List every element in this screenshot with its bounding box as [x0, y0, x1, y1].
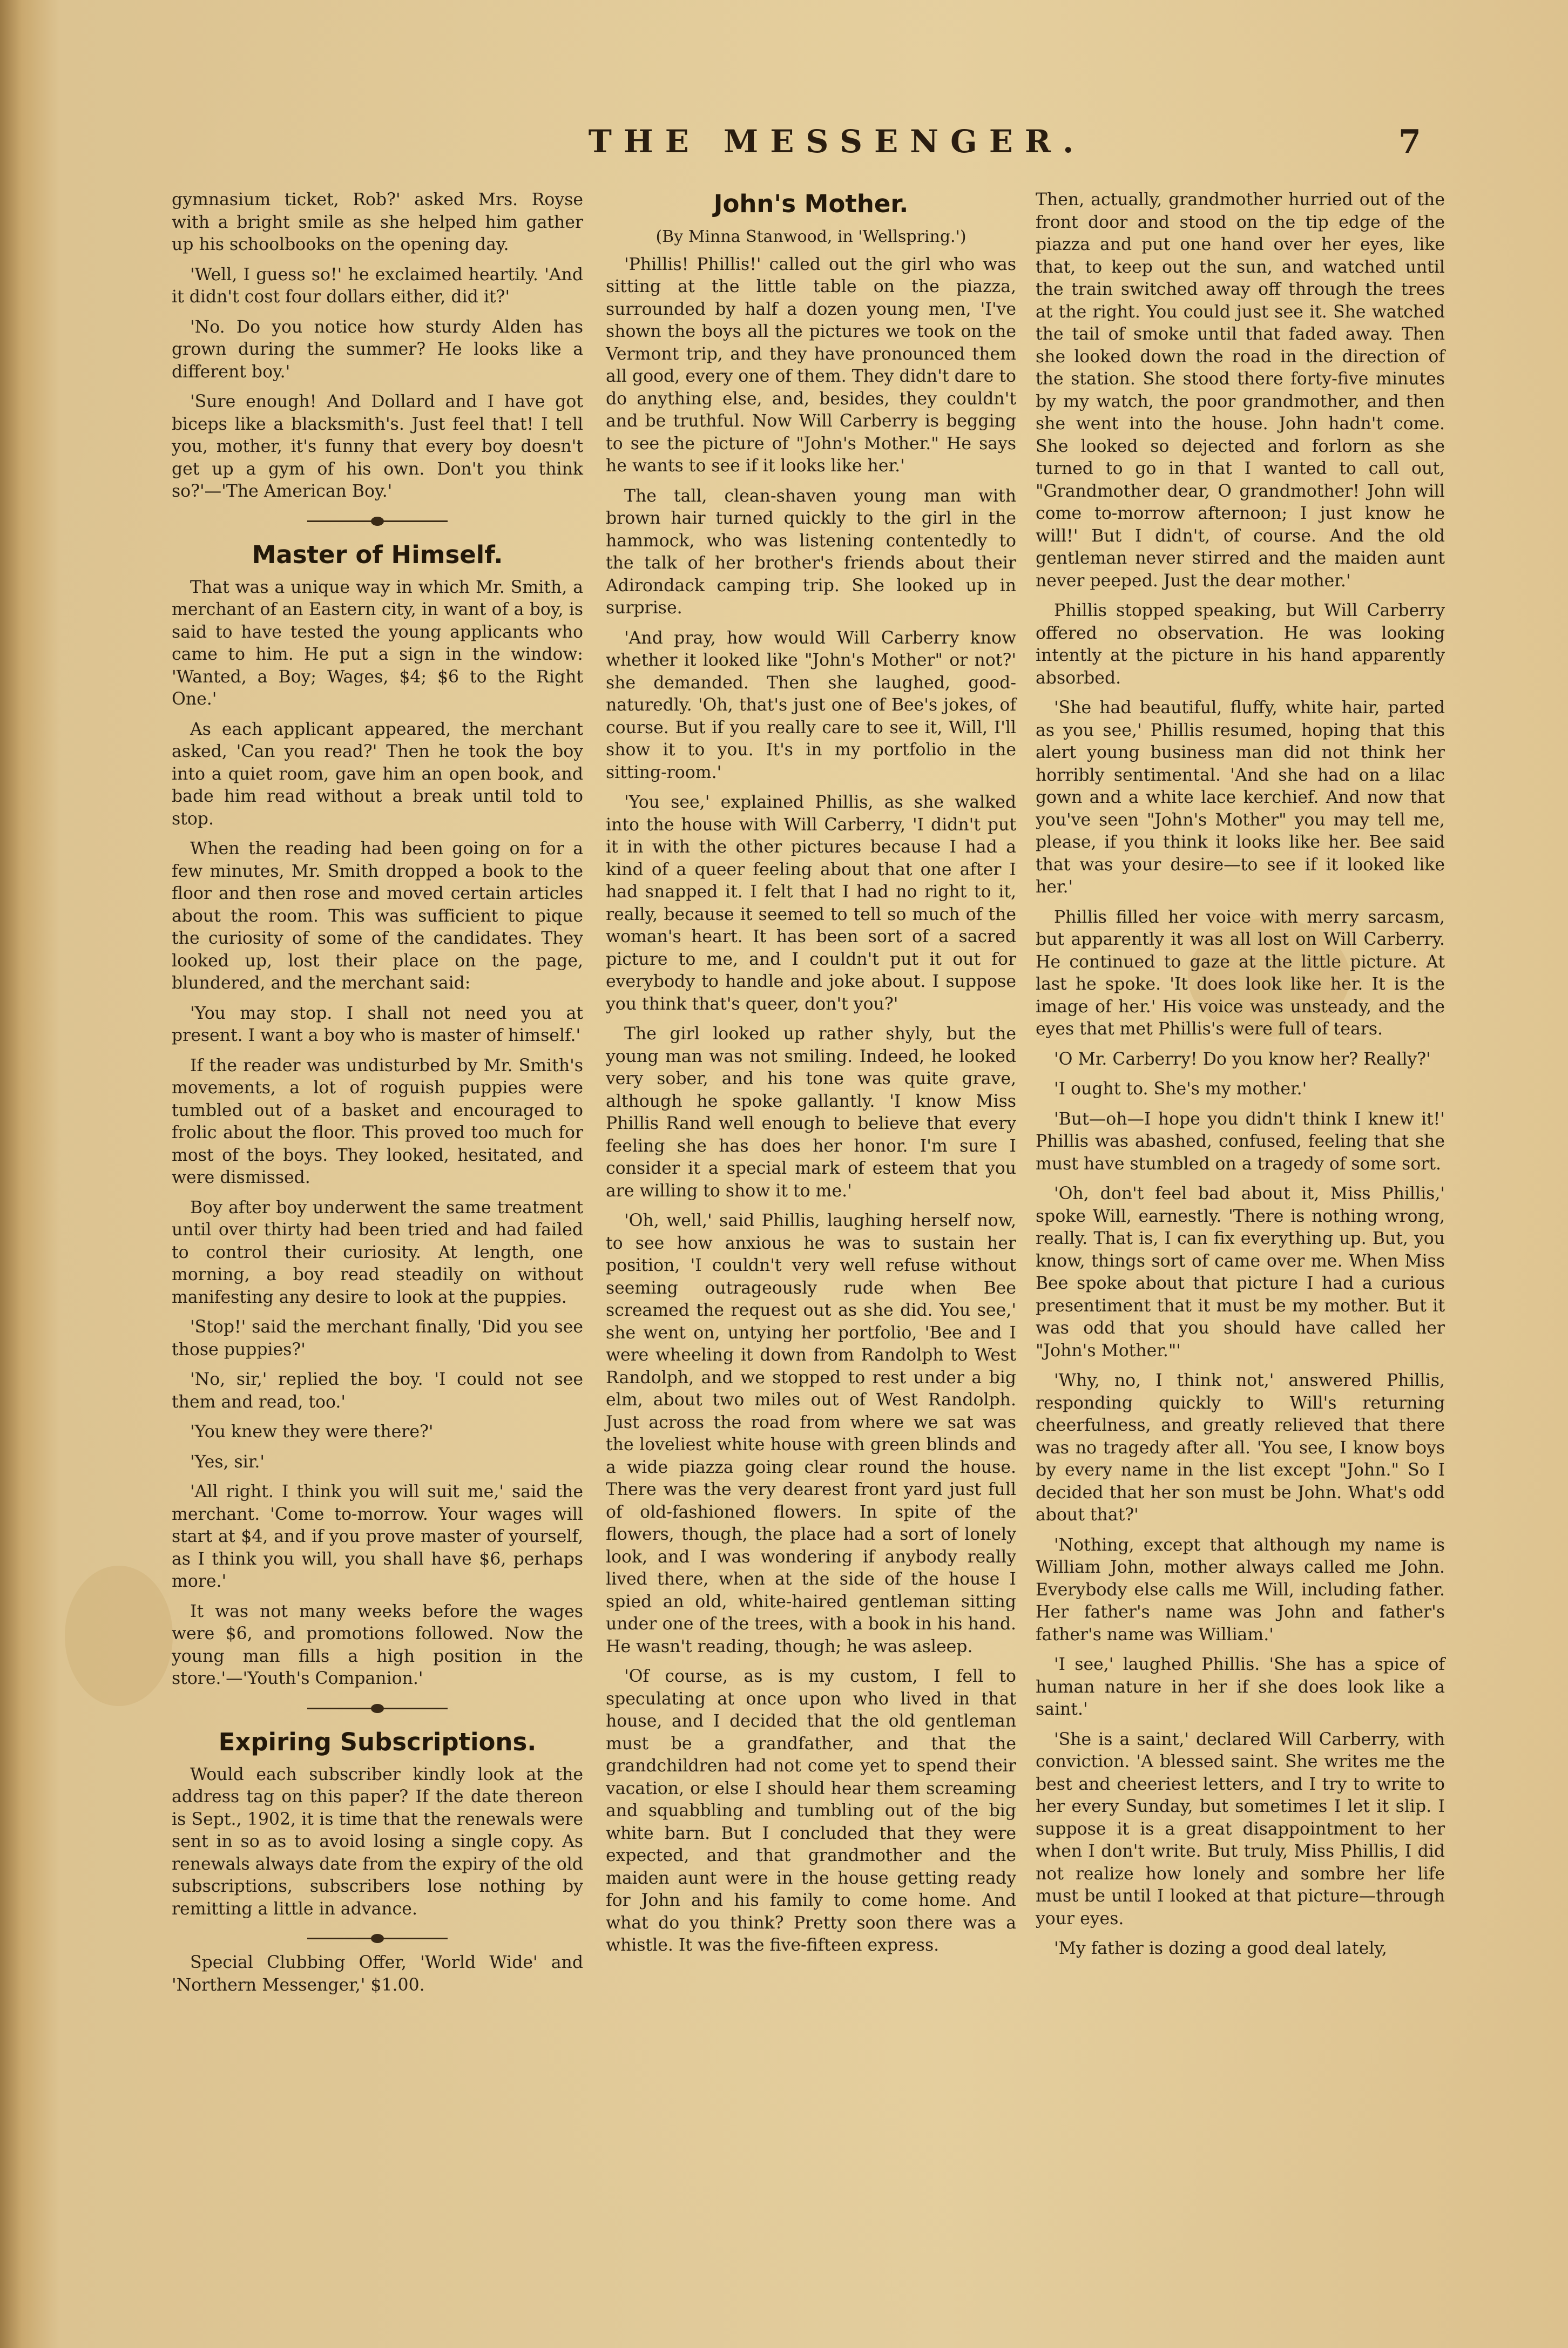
paragraph: Phillis stopped speaking, but Will Carberry offered no observation. He was looking intently at the picture in his hand apparently absorbed. [1036, 601, 1445, 688]
paragraph: The girl looked up rather shyly, but the young man was not smiling. Indeed, he looked very sober, and his tone was quite grave, although he spoke gallantly. 'I know Miss Phillis Rand well enough to believe that every feeling she has does her honor. I'm sure I consider it a special mark of esteem that you are willing to show it to me.' [606, 1024, 1016, 1201]
paragraph: When the reading had been going on for a few minutes, Mr. Smith dropped a book to the floor and then rose and moved certain articles about the room. This was sufficient to pique the curiosity of some of the candidates. They looked up, lost their place on the page, blundered, and the merchant said: [172, 839, 583, 993]
column-3 [1036, 189, 1445, 1968]
masthead-title: THE MESSENGER. [588, 123, 1086, 160]
paragraph: 'You see,' explained Phillis, as she walked into the house with Will Carberry, 'I didn't put it in with the other pictures because I had a kind of a queer feeling about that one after I had snapped it. I felt that I had no right to it, really, because it seemed to tell so much of the woman's heart. It has been sort of a sacred picture to me, and I couldn't put it out for everybody to handle and joke about. I suppose you think that's queer, don't you?' [606, 793, 1016, 1014]
column-2 [606, 189, 1016, 1965]
paragraph: 'No, sir,' replied the boy. 'I could not see them and read, too.' [172, 1370, 583, 1412]
paragraph: 'Of course, as is my custom, I fell to speculating at once upon who lived in that house, and I decided that the old gentleman must be a grandfather, and that the grandchildren had not come yet to spend their vacation, or else I should hear them screaming and squabbling and tumbling out of the big white barn. But I concluded that they were expected, and that grandmother and the maiden aunt were in the house getting ready for John and his family to come home. And what do you think? Pretty soon there was a whistle. It was the five-fifteen express. [606, 1667, 1016, 1955]
paper-stain [65, 1566, 173, 1706]
paragraph: gymnasium ticket, Rob?' asked Mrs. Royse with a bright smile as she helped him gather up his schoolbooks on the opening day. [172, 190, 583, 254]
paragraph: 'Phillis! Phillis!' called out the girl who was sitting at the little table on the piazza, surrounded by half a dozen young men, 'I've shown the boys all the pictures we took on the Vermont trip, and they have pronounced them all good, every one of them. They didn't dare to do anything else, and, besides, they couldn't and be truthful. Now Will Carberry is begging to see the picture of "John's Mother." He says he wants to see if it looks like her.' [606, 254, 1016, 476]
paragraph: 'She is a saint,' declared Will Carberry, with conviction. 'A blessed saint. She writes me the best and cheeriest letters, and I try to write to her every Sunday, but sometimes I let it slip. I suppose it is a great disappointment to her when I don't write. But truly, Miss Phillis, I did not realize how lonely and sombre her life must be until I looked at that picture—through your eyes. [1036, 1729, 1445, 1929]
paragraph: 'I ought to. She's my mother.' [1054, 1079, 1307, 1099]
page-number: 7 [1398, 123, 1421, 161]
section-divider [307, 1700, 448, 1716]
byline: (By Minna Stanwood, in 'Wellspring.') [655, 227, 967, 246]
paragraph: That was a unique way in which Mr. Smith, a merchant of an Eastern city, in want of a boy, is said to have tested the young applicants who came to him. He put a sign in the window: 'Wanted, a Boy; Wages, $4; $6 to the Right One.' [172, 577, 583, 709]
paragraph: Would each subscriber kindly look at the address tag on this paper? If the date thereon is Sept., 1902, it is time that the renewals were sent in so as to avoid losing a single copy. As renewals always date from the expiry of the old subscriptions, subscribers lose nothing by remitting a little in advance. [172, 1764, 583, 1919]
paragraph: 'And pray, how would Will Carberry know whether it looked like "John's Mother" or not?' she demanded. Then she laughed, good-naturedly. 'Oh, that's just one of Bee's jokes, of course. But if you really care to see it, Will, I'll show it to you. It's in my portfolio in the sitting-room.' [606, 628, 1016, 782]
paragraph: As each applicant appeared, the merchant asked, 'Can you read?' Then he took the boy into a quiet room, gave him an open book, and bade him read without a break until told to stop. [172, 719, 583, 829]
article-title-johns-mother: John's Mother. [713, 190, 909, 218]
paragraph: 'Well, I guess so!' he exclaimed heartily. 'And it didn't cost four dollars either, did it?' [172, 265, 583, 307]
section-divider [307, 513, 448, 529]
masthead [0, 123, 1568, 172]
article-title-expiring-subscriptions: Expiring Subscriptions. [218, 1727, 537, 1756]
paragraph: 'She had beautiful, fluffy, white hair, parted as you see,' Phillis resumed, hoping that this alert young business man did not think her horribly sentimental. 'And she had on a lilac gown and a white lace kerchief. And now that you've seen "John's Mother" you may tell me, please, if you think it looks like her. Bee said that was your desire—to see if it looked like her.' [1036, 698, 1445, 897]
article-title-master-of-himself: Master of Himself. [252, 540, 503, 569]
paragraph: 'My father is dozing a good deal lately, [1054, 1939, 1387, 1958]
paragraph: 'Stop!' said the merchant finally, 'Did you see those puppies?' [172, 1317, 583, 1359]
paragraph: 'O Mr. Carberry! Do you know her? Really?' [1054, 1049, 1431, 1069]
paragraph: If the reader was undisturbed by Mr. Smith's movements, a lot of roguish puppies were tumbled out of a basket and encouraged to frolic about the floor. This proved too much for most of the boys. They looked, hesitated, and were dismissed. [172, 1055, 583, 1187]
paragraph: It was not many weeks before the wages were $6, and promotions followed. Now the young man fills a high position in the store.'—'Youth's Companion.' [172, 1601, 583, 1688]
paragraph: 'Sure enough! And Dollard and I have got biceps like a blacksmith's. Just feel that! I tell you, mother, it's funny that every boy doesn't get up a gym of his own. Don't you think so?'—'The American Boy.' [172, 392, 583, 501]
column-1 [172, 189, 583, 2004]
paragraph: 'Yes, sir.' [190, 1452, 265, 1472]
paragraph: 'You knew they were there?' [190, 1422, 434, 1442]
paragraph: Phillis filled her voice with merry sarcasm, but apparently it was all lost on Will Carberry. He continued to gaze at the little picture. At last he spoke. 'It does look like her. It is the image of her.' His voice was unsteady, and the eyes that met Phillis's were full of tears. [1036, 907, 1445, 1039]
clubbing-offer: Special Clubbing Offer, 'World Wide' and 'Northern Messenger,' $1.00. [172, 1953, 583, 1995]
paragraph: 'All right. I think you will suit me,' said the merchant. 'Come to-morrow. Your wages will start at $4, and if you prove master of yourself, as I think you will, you shall have $6, perhaps more.' [172, 1482, 583, 1591]
paragraph: 'You may stop. I shall not need you at present. I want a boy who is master of himself.' [172, 1003, 583, 1045]
paragraph: The tall, clean-shaven young man with brown hair turned quickly to the girl in the hammock, who was listening contentedly to the talk of her brother's friends about their Adirondack camping trip. She looked up in surprise. [606, 486, 1016, 618]
paragraph: 'Why, no, I think not,' answered Phillis, responding quickly to Will's returning cheerfulness, and greatly relieved that there was no tragedy after all. 'You see, I know boys by every name in the list except "John." So I decided that her son must be John. What's odd about that?' [1036, 1371, 1445, 1525]
section-divider [307, 1930, 448, 1946]
paragraph: 'No. Do you notice how sturdy Alden has grown during the summer? He looks like a different boy.' [172, 317, 583, 382]
paragraph: 'Nothing, except that although my name is William John, mother always called me John. Everybody else calls me Will, including father. Her father's name was John and father's father's name was William.' [1036, 1535, 1445, 1645]
paragraph: Boy after boy underwent the same treatment until over thirty had been tried and had failed to control their curiosity. At length, one morning, a boy read steadily on without manifesting any desire to look at the puppies. [172, 1197, 583, 1307]
paragraph: 'Oh, well,' said Phillis, laughing herself now, to see how anxious he was to sustain her position, 'I couldn't very well refuse without seeming outrageously rude when Bee screamed the request out as she did. You see,' she went on, untying her portfolio, 'Bee and I were wheeling it down from Randolph to West Randolph, and we stopped to rest under a big elm, about two miles out of West Randolph. Just across the road from where we sat was the loveliest white house with green blinds and a wide piazza going clear round the house. There was the very dearest front yard just full of old-fashioned flowers. In spite of the flowers, though, the place had a sort of lonely look, and I was wondering if anybody really lived there, when at the side of the house I spied an old, white-haired gentleman sitting under one of the trees, with a book in his hand. He wasn't reading, though; he was asleep. [606, 1211, 1016, 1656]
paragraph: 'I see,' laughed Phillis. 'She has a spice of human nature in her if she does look like a saint.' [1036, 1655, 1445, 1719]
paragraph: Then, actually, grandmother hurried out of the front door and stood on the tip edge of the piazza and put one hand over her eyes, like that, to keep out the sun, and watched until the train switched away off through the trees at the right. You could just see it. She watched the tail of smoke until that faded away. Then she looked down the road in the direction of the station. She stood there forty-five minutes by my watch, the poor grandmother, and then she went into the house. John hadn't come. She looked so dejected and forlorn as she turned to go in that I wanted to call out, "Grandmother dear, O grandmother! John will come to-morrow afternoon; I just know he will!' But I didn't, of course. And the old gentleman never stirred and the maiden aunt never peeped. Just the dear mother.' [1036, 190, 1445, 591]
paragraph: 'Oh, don't feel bad about it, Miss Phillis,' spoke Will, earnestly. 'There is nothing wrong, really. That is, I can fix everything up. But, you know, things sort of came over me. When Miss Bee spoke about that picture I had a curious presentiment that it must be my mother. But it was odd that you should have called her "John's Mother."' [1036, 1184, 1445, 1361]
paragraph: 'But—oh—I hope you didn't think I knew it!' Phillis was abashed, confused, feeling that she must have stumbled on a tragedy of some sort. [1036, 1109, 1445, 1174]
